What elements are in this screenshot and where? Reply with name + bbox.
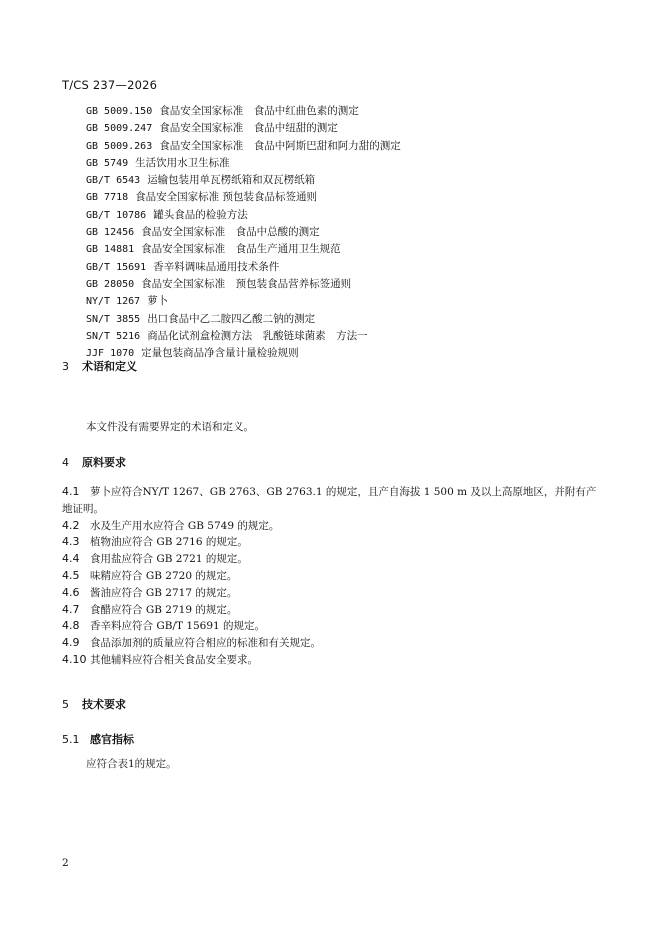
clause-text: 食醋应符合 GB 2719 的规定。	[90, 603, 238, 616]
reference-item	[86, 120, 401, 137]
reference-code: SN/T 5216	[86, 330, 141, 342]
section-3-body: 本文件没有需要界定的术语和定义。	[86, 421, 254, 433]
clause-number: 4.1	[62, 485, 80, 498]
reference-title: 定量包装商品净含量计量检验规则	[141, 347, 299, 360]
section-title: 术语和定义	[82, 360, 137, 373]
section-5-heading	[62, 696, 126, 712]
clause-text: 香辛料应符合 GB/T 15691 的规定。	[90, 620, 266, 633]
reference-item	[86, 155, 401, 172]
clause-number: 4.8	[62, 619, 80, 633]
requirement-item	[62, 568, 602, 585]
clause-number: 4.7	[62, 602, 80, 616]
section-number: 5	[62, 698, 69, 711]
reference-code: GB 5009.150	[86, 106, 153, 117]
reference-title: 出口食品中乙二胺四乙酸二钠的测定	[147, 312, 316, 325]
reference-code: GB/T 10786	[86, 209, 147, 221]
requirement-item	[62, 484, 602, 518]
reference-item	[86, 189, 401, 206]
requirement-item	[62, 602, 602, 619]
reference-title: 萝卜	[147, 295, 169, 308]
reference-code: GB/T 15691	[86, 261, 147, 273]
normative-references-list	[86, 103, 401, 362]
reference-title: 食品安全国家标准 食品中纽甜的测定	[159, 122, 338, 135]
page-number: 2	[62, 857, 69, 869]
reference-item	[86, 276, 401, 293]
requirement-item	[62, 518, 602, 535]
clause-number: 4.5	[62, 568, 80, 582]
clause-number: 4.4	[62, 552, 80, 566]
reference-code: GB/T 6543	[86, 175, 141, 187]
requirement-item	[62, 585, 602, 602]
section-number: 3	[62, 360, 69, 373]
clause-number: 4.9	[62, 636, 80, 650]
reference-title: 商品化试剂盒检测方法 乳酸链球菌素 方法一	[147, 329, 368, 342]
reference-code: GB 5009.263	[86, 140, 153, 152]
clause-number: 4.2	[62, 518, 80, 532]
clause-text: 水及生产用水应符合 GB 5749 的规定。	[90, 519, 280, 532]
reference-item	[86, 224, 401, 241]
reference-item	[86, 138, 401, 155]
document-code: T/CS 237—2026	[62, 78, 158, 92]
clause-number: 4.6	[62, 585, 80, 599]
reference-title: 食品安全国家标准 预包装食品标签通则	[135, 191, 317, 204]
requirement-item	[62, 534, 602, 551]
reference-code: GB 14881	[86, 244, 135, 256]
clause-text: 食品添加剂的质量应符合相应的标准和有关规定。	[90, 637, 321, 650]
requirement-item	[62, 551, 602, 568]
clause-number: 4.10	[62, 652, 87, 666]
clause-text: 味精应符合 GB 2720 的规定。	[90, 569, 238, 582]
section-title: 技术要求	[82, 698, 126, 711]
requirement-item	[62, 635, 602, 652]
reference-item	[86, 207, 401, 224]
reference-item	[86, 103, 401, 120]
clause-text: 其他辅料应符合相关食品安全要求。	[90, 653, 258, 666]
reference-title: 食品安全国家标准 食品中总酸的测定	[141, 226, 320, 239]
reference-item	[86, 311, 401, 328]
reference-title: 生活饮用水卫生标准	[135, 156, 230, 169]
clause-text: 植物油应符合 GB 2716 的规定。	[90, 536, 248, 549]
reference-item	[86, 293, 401, 310]
reference-title: 食品安全国家标准 食品中阿斯巴甜和阿力甜的测定	[159, 139, 401, 152]
reference-code: GB 5749	[86, 157, 129, 169]
requirement-item	[62, 652, 602, 669]
reference-code: GB 5009.247	[86, 123, 153, 135]
reference-item	[86, 328, 401, 345]
clause-number: 4.3	[62, 535, 80, 549]
clause-text: 食用盐应符合 GB 2721 的规定。	[90, 553, 248, 566]
section-5-1-body: 应符合表1的规定。	[86, 758, 177, 770]
reference-code: GB 7718	[86, 192, 129, 204]
reference-title: 香辛料调味品通用技术条件	[153, 260, 280, 273]
reference-item	[86, 241, 401, 258]
reference-code: GB 28050	[86, 278, 135, 290]
requirement-item	[62, 618, 602, 635]
section-number: 5.1	[62, 733, 80, 746]
reference-code: SN/T 3855	[86, 313, 141, 325]
clause-text: 萝卜应符合NY/T 1267、GB 2763、GB 2763.1 的规定，且产自海拔 1 500 m 及以上高原地区，并附有产地证明。	[62, 486, 597, 515]
reference-title: 食品安全国家标准 食品中红曲色素的测定	[159, 105, 359, 117]
section-3-heading	[62, 358, 137, 374]
reference-code: NY/T 1267	[86, 296, 141, 308]
reference-code: JJF 1070	[86, 348, 135, 360]
reference-code: GB 12456	[86, 227, 135, 239]
reference-item	[86, 172, 401, 189]
reference-item	[86, 259, 401, 276]
reference-title: 运输包装用单瓦楞纸箱和双瓦楞纸箱	[147, 174, 316, 187]
section-title: 感官指标	[90, 733, 134, 746]
section-title: 原料要求	[82, 456, 126, 469]
section-4-heading	[62, 454, 126, 470]
clause-text: 酱油应符合 GB 2717 的规定。	[90, 586, 238, 599]
reference-title: 食品安全国家标准 预包装食品营养标签通则	[141, 277, 352, 290]
section-number: 4	[62, 456, 69, 469]
section-5-1-heading	[62, 731, 134, 747]
raw-material-requirements-list	[62, 484, 602, 669]
reference-title: 食品安全国家标准 食品生产通用卫生规范	[141, 243, 341, 256]
reference-title: 罐头食品的检验方法	[153, 208, 248, 221]
